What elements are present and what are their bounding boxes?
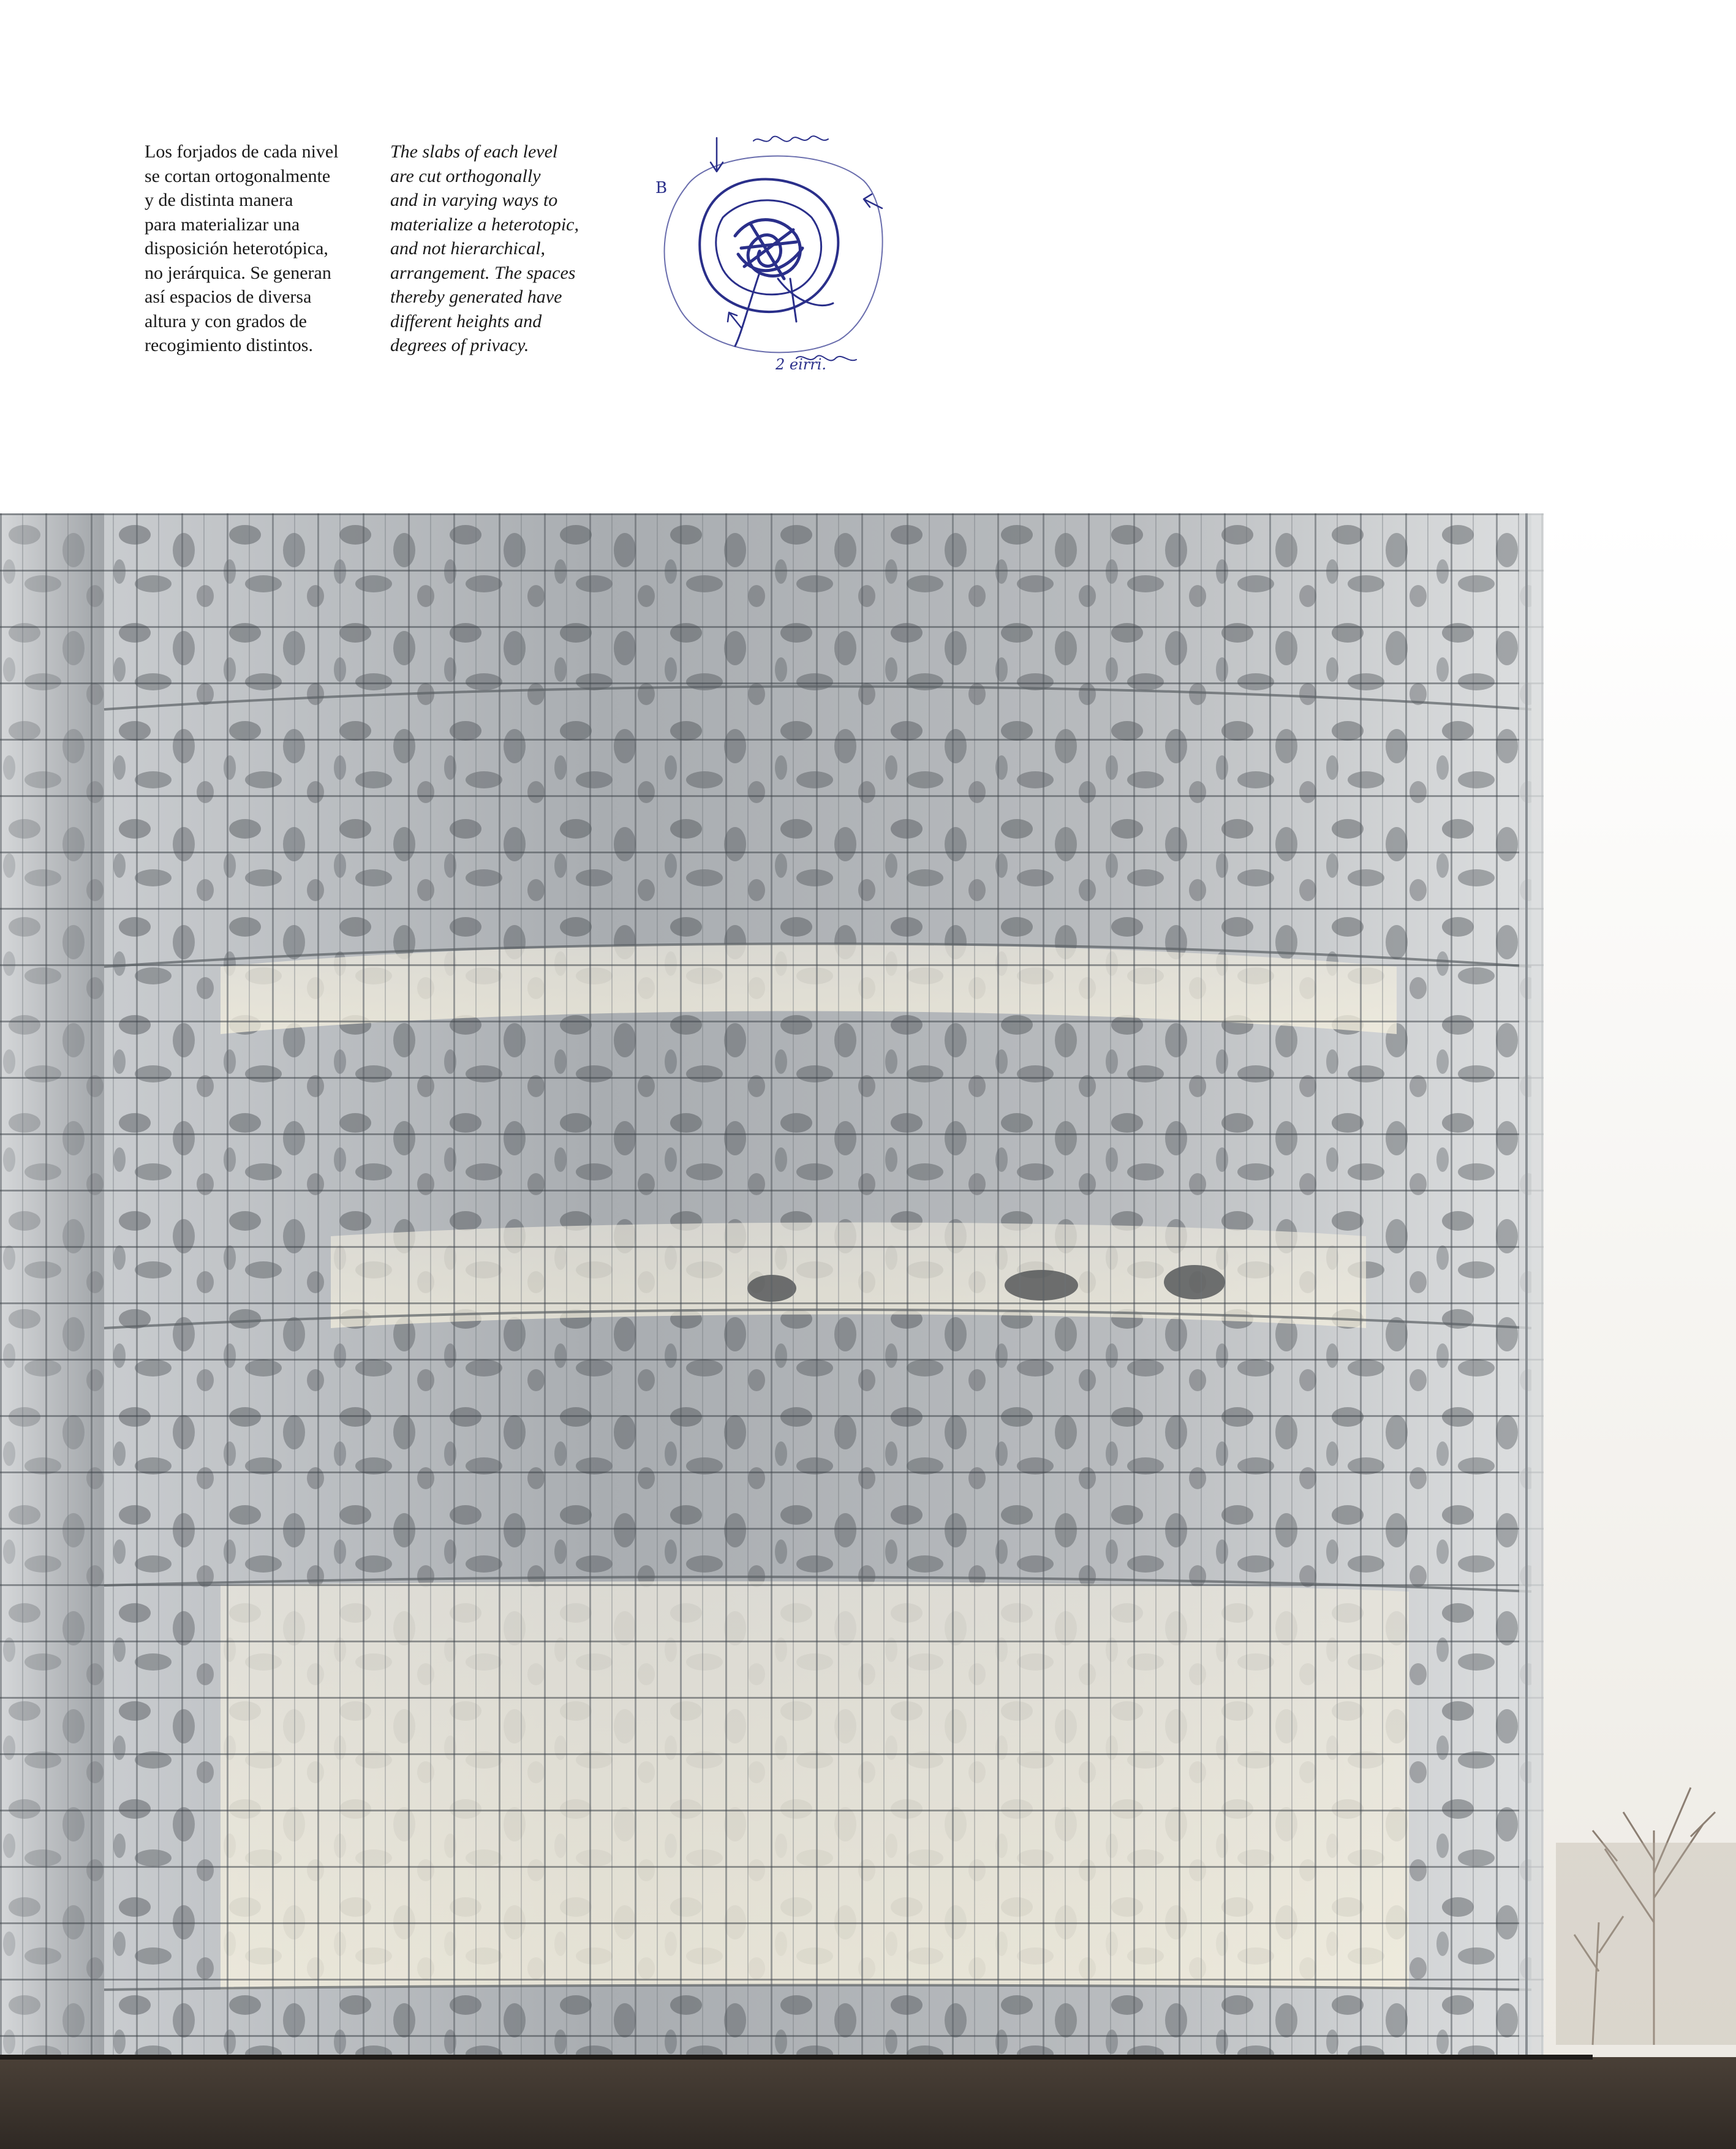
building-facade-photo bbox=[0, 513, 1736, 2149]
architect-sketch bbox=[637, 126, 907, 377]
caption-spanish: Los forjados de cada nivel se cortan ortogonalmente y de distinta manera para materializar una disposición heterotópica, no jerárquica. Se generan así espacios de diversa altura y con grados de recogimiento distintos. bbox=[145, 142, 339, 355]
sketch-label-b: B bbox=[655, 179, 668, 197]
caption-english: The slabs of each level are cut orthogonally and in varying ways to materialize a heterotopic, and not hierarchical, arrangement. The spaces thereby generated have different heights and degrees of privacy. bbox=[390, 142, 579, 355]
sketch-label-2: 2 eirri. bbox=[776, 356, 827, 373]
